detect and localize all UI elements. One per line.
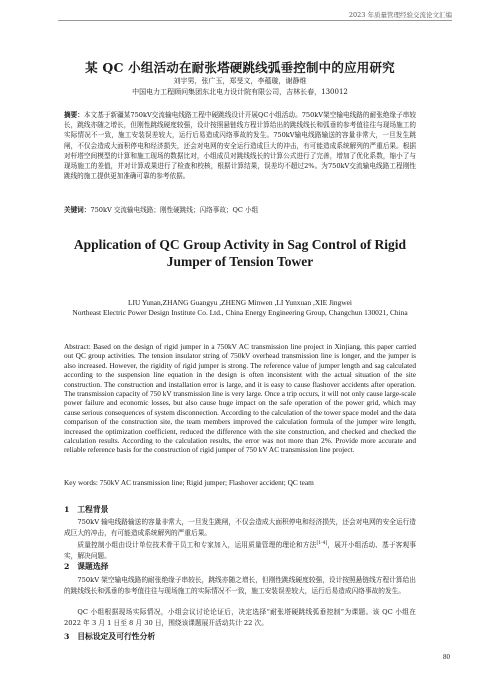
- body-paragraph-4: QC 小组根据现场实际情况，小组会议讨论论证后，决定选择“耐张塔硬跳线弧垂控制”为课题。该 QC 小组在 2022 年 3 月 1 日至 8 月 30 日，围绕该课题展开活动共计 22 次。: [64, 608, 416, 627]
- citation-superscript: [1-4]: [316, 541, 328, 546]
- english-title: Application of QC Group Activity in Sag Control of Rigid Jumper of Tension Tower: [73, 237, 407, 269]
- chinese-affiliation: 中国电力工程顾问集团东北电力设计院有限公司，吉林长春，130012: [132, 88, 348, 96]
- english-keywords-text: 750kV AC transmission line; Rigid jumper; Flashover accident; QC team: [99, 478, 314, 487]
- english-authors: LIU Yunan,ZHANG Guangyu ,ZHENG Minwen ,LI Yunxuan ,XIE Jingwei: [127, 298, 352, 307]
- chinese-keywords: [64, 205, 416, 215]
- body-paragraph-2: [64, 539, 416, 561]
- chinese-title: 某 QC 小组活动在耐张塔硬跳线弧垂控制中的应用研究: [85, 60, 395, 75]
- body-paragraph-2-end: ，展开小组活动、基于客观事实，解决问题。: [64, 541, 417, 560]
- body-paragraph-2-text: 质量控制小组由设计单位技术骨干员工和专家加入，运用质量管理的理论和方法: [77, 541, 317, 550]
- running-header: 2023 年质量管理经验交流论文汇编: [348, 11, 452, 19]
- body-paragraph-1: 750kV 输电线路输送的容量非常大，一旦发生跳闸，不仅会造成大面积停电和经济损失，还会对电网的安全运行造成巨大的冲击，有可能造成系统解列的严重后果。: [64, 518, 416, 537]
- chinese-abstract: [64, 110, 416, 181]
- header-rule: [58, 20, 452, 21]
- english-affiliation: Northeast Electric Power Design Institute Co. Ltd., China Energy Engineering Group, Changchun 130021, China: [72, 308, 408, 317]
- chinese-keywords-label: 关键词：: [64, 206, 91, 214]
- english-abstract-label: Abstract:: [64, 342, 91, 351]
- english-keywords-label: Key words:: [64, 478, 98, 487]
- chinese-abstract-label: 摘要：: [64, 111, 84, 119]
- chinese-authors: 刘宇男，张广玉，郑旻文，李蕴璇，谢静维: [173, 77, 307, 85]
- body-paragraph-3: 750kV 架空输电线路的耐张绝缘子串较长，跳线亦随之增长，但刚性跳线硬度较强，设计按照悬链线方程计算给出的跳线线长和弧垂的参考值往往与现场施工的实际情况不一致，施工安装误差较大，运行后易造成闪络事故的发生。: [64, 576, 416, 595]
- english-keywords: [64, 478, 416, 487]
- english-abstract-text: Based on the design of rigid jumper in a 750kV AC transmission line project in Xinjiang, this paper carried out QC group activities. The tension insulator string of 750kV overhead transmission line is longer, and the jumper is also increased. However, the rigidity of rigid jumper is strong. The reference value of jumper length and sag calculated according to the suspension line equation in the design is often inconsistent with the actual situation of the site construction. The construction and installation error is large, and it is easy to cause flashover accidents after operation. The transmission capacity of 750 kV transmission line is very large. Once a trip occurs, it will not only cause large-scale power failure and economic losses, but also cause huge impact on the safe operation of the power grid, which may cause serious consequences of system disconnection. According to the calculation of the tower space model and the data comparison of the construction site, the team members improved the calculation formula of the jumper wire length, increased the optimization coefficient, reduced the difference with the site construction, and checked and checked the calculation results. According to the calculation results, the error was not more than 2%. Provide more accurate and reliable reference basis for the construction of rigid jumper of 750 kV AC transmission line project.: [64, 342, 416, 455]
- chinese-keywords-text: 750kV 交流输电线路；刚性硬跳线；闪络事故；QC 小组: [90, 206, 259, 214]
- section-heading-background: 1 工程背景: [64, 505, 109, 514]
- section-heading-topic: 2 课题选择: [64, 562, 109, 571]
- section-heading-goals: 3 目标设定及可行性分析: [64, 632, 156, 641]
- page-number: 80: [443, 653, 450, 661]
- english-abstract: [64, 342, 416, 455]
- chinese-abstract-text: 本文基于新疆某750kV交流输电线路工程中硬跳线设计开展QC小组活动。750kV架空输电线路的耐张绝缘子串较长，跳线亦随之增长，但刚性跳线硬度较强，设计按照悬链线方程计算给出的跳线线长和弧垂的参考值往往与现场施工的实际情况不一致，施工安装误差较大，运行后易造成闪络事故的发生。750kV输电线路输送的容量非常大，一旦发生跳闸，不仅会造成大面积停电和经济损失，还会对电网的安全运行造成巨大的冲击，有可能造成系统解列的严重后果。根据对杆塔空间模型的计算和施工现场的数据比对，小组成员对跳线线长的计算公式进行了完善，增加了优化系数，缩小了与现场施工的差值，并对计算成果进行了检查和校核，根据计算结果，误差均不超过2%。为750kV交流输电线路工程刚性跳线的施工提供更加准确可靠的参考依据。: [64, 111, 416, 181]
